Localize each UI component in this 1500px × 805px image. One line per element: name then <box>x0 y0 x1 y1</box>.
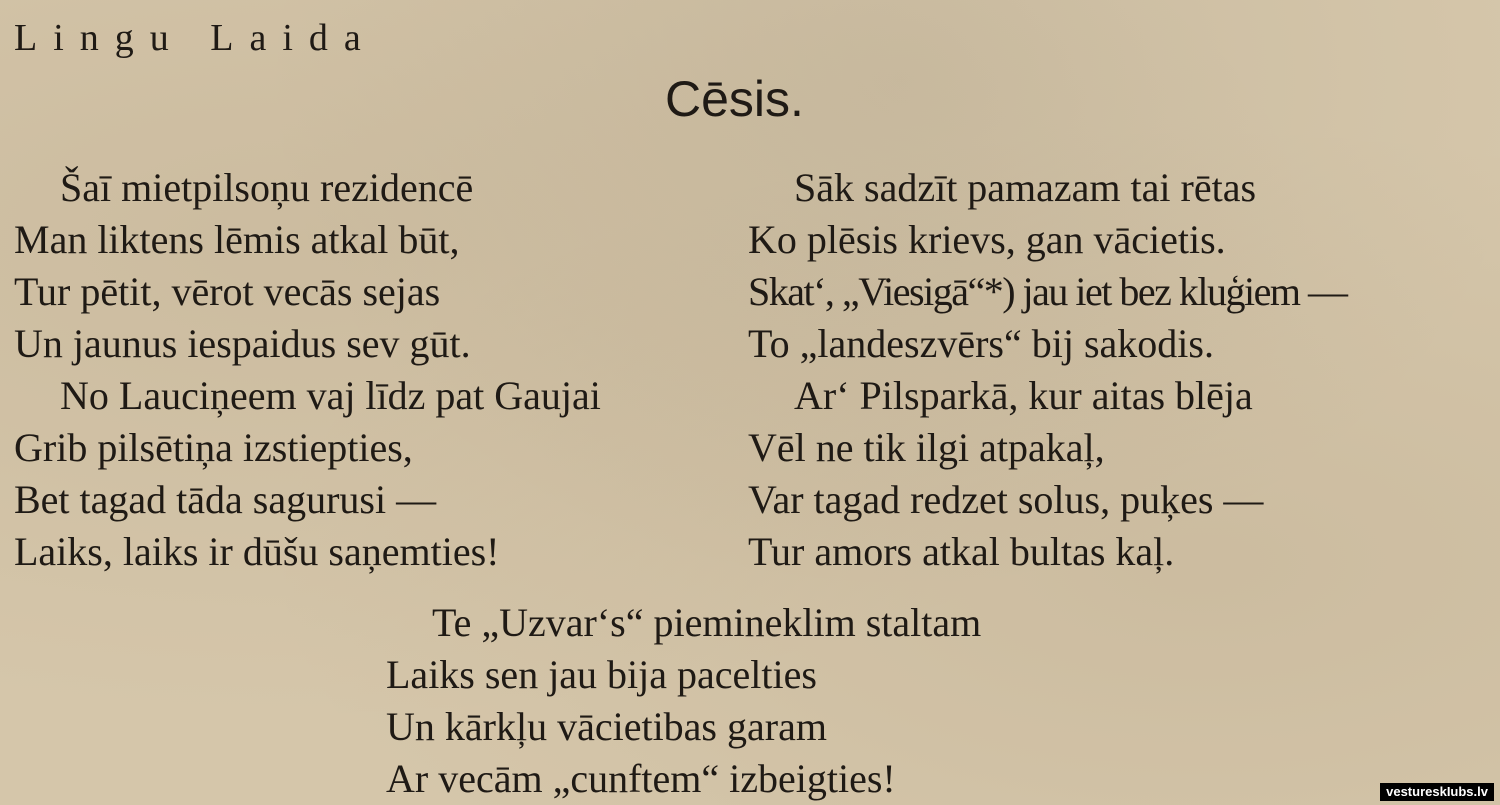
poem-line: No Lauciņeem vaj līdz pat Gaujai <box>60 373 601 418</box>
author-name: Lingu Laida <box>14 17 377 59</box>
watermark-label: vestureskIubs.lv <box>1380 783 1494 801</box>
poem-line: Un jaunus iespaidus sev gūt. <box>14 321 471 366</box>
poem-line: Laiks sen jau bija pacelties <box>386 652 817 697</box>
poem-line: Ko plēsis krievs, gan vācietis. <box>748 217 1226 262</box>
poem-line: Ar‘ Pilsparkā, kur aitas blēja <box>794 373 1253 418</box>
poem-line: To „landeszvērs“ bij sakodis. <box>748 321 1214 366</box>
poem-line: Laiks, laiks ir dūšu saņemties! <box>14 529 500 574</box>
poem-title: Cēsis. <box>665 71 804 127</box>
poem-line: Man liktens lēmis atkal būt, <box>14 217 460 262</box>
poem-line: Var tagad redzet solus, puķes — <box>748 477 1264 522</box>
poem-line: Sāk sadzīt pamazam tai rētas <box>794 165 1257 210</box>
poem-line: Un kārkļu vācietibas garam <box>386 704 827 749</box>
poem-line: Tur amors atkal bultas kaļ. <box>748 529 1175 574</box>
poem-line: Te „Uzvar‘s“ piemineklim staltam <box>432 600 982 645</box>
poem-line: Grib pilsētiņa izstiepties, <box>14 425 413 470</box>
poem-line: Bet tagad tāda sagurusi — <box>14 477 437 522</box>
poem-line: Ar vecām „cunftem“ izbeigties! <box>386 756 896 801</box>
poem-line: Vēl ne tik ilgi atpakaļ, <box>748 425 1105 470</box>
poem-line: Skat‘, „Viesigā“*) jau iet bez kluģiem — <box>748 269 1347 314</box>
poem-line: Tur pētit, vērot vecās sejas <box>14 269 441 314</box>
poem-line: Šaī mietpilsoņu rezidencē <box>60 165 474 210</box>
